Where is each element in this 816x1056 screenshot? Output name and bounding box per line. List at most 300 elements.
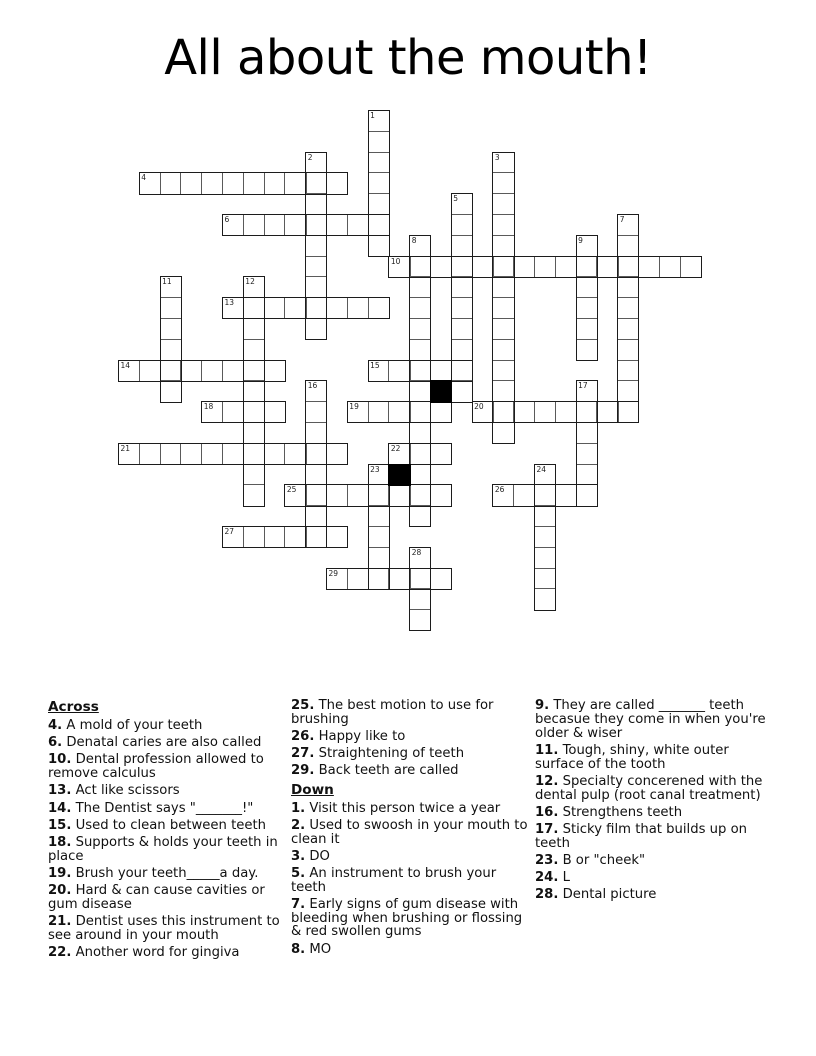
- clue-number: 27.: [291, 746, 315, 762]
- grid-cell[interactable]: [264, 526, 286, 548]
- clue-number: 23.: [535, 852, 559, 868]
- grid-cell[interactable]: [305, 297, 327, 319]
- grid-cell[interactable]: [222, 172, 244, 194]
- clue-text: Early signs of gum disease with bleeding when brushing or flossing & red swollen gums: [291, 896, 523, 940]
- grid-cell[interactable]: [409, 401, 431, 423]
- grid-cell[interactable]: [576, 276, 598, 298]
- grid-cell[interactable]: [243, 297, 265, 319]
- cell-number: 15: [370, 360, 380, 370]
- grid-cell[interactable]: [180, 443, 202, 465]
- clue-column-1: [48, 699, 286, 963]
- grid-cell[interactable]: [368, 152, 390, 174]
- grid-cell[interactable]: [305, 214, 327, 236]
- grid-cell[interactable]: [409, 588, 431, 610]
- grid-cell[interactable]: [576, 339, 598, 361]
- cell-number: 7: [619, 215, 625, 224]
- cell-number: 22: [390, 443, 401, 453]
- grid-cell[interactable]: [347, 401, 369, 423]
- grid-cell[interactable]: [388, 484, 410, 506]
- grid-cell[interactable]: [534, 484, 556, 506]
- grid-cell[interactable]: [305, 443, 327, 465]
- grid-cell[interactable]: [576, 422, 598, 444]
- clue-item-17: [535, 823, 773, 851]
- grid-cell[interactable]: [492, 152, 514, 174]
- clue-item-25: [291, 699, 529, 727]
- grid-cell[interactable]: [617, 380, 639, 402]
- grid-cell[interactable]: [264, 401, 286, 423]
- grid-cell[interactable]: [305, 401, 327, 423]
- clue-text: Denatal caries are also called: [62, 735, 262, 751]
- clue-item-9: [535, 699, 773, 740]
- grid-cell[interactable]: [243, 464, 265, 486]
- crossword-grid: [118, 110, 702, 631]
- grid-cell[interactable]: [201, 401, 223, 423]
- clue-number: 6.: [48, 735, 63, 751]
- grid-cell[interactable]: [576, 401, 598, 423]
- grid-cell[interactable]: [243, 380, 265, 402]
- grid-cell[interactable]: [534, 526, 556, 548]
- cell-number: 21: [120, 443, 131, 453]
- grid-cell[interactable]: [409, 318, 431, 340]
- clue-text: Dentist uses this instrument to see around in your mouth: [48, 914, 280, 943]
- grid-cell[interactable]: [513, 401, 535, 423]
- clue-number: 14.: [48, 800, 72, 816]
- grid-cell[interactable]: [368, 464, 390, 486]
- grid-cell[interactable]: [534, 505, 556, 527]
- clue-text: They are called _______ teeth becasue they come in when you're older & wiser: [535, 698, 766, 741]
- grid-cell[interactable]: [368, 235, 390, 257]
- clue-text: The Dentist says "_______!": [71, 800, 254, 816]
- grid-cell[interactable]: [617, 214, 639, 236]
- clue-item-3: [291, 850, 529, 864]
- grid-cell[interactable]: [201, 360, 223, 382]
- grid-cell[interactable]: [492, 484, 514, 506]
- grid-cell[interactable]: [451, 235, 473, 257]
- clue-text: Specialty concerened with the dental pulp (root canal treatment): [535, 773, 763, 803]
- grid-cell[interactable]: [326, 214, 348, 236]
- grid-cell[interactable]: [368, 360, 390, 382]
- cell-number: 10: [390, 256, 401, 266]
- black-cell: [388, 464, 410, 486]
- grid-cell[interactable]: [638, 256, 660, 278]
- grid-cell[interactable]: [451, 193, 473, 215]
- grid-cell[interactable]: [284, 484, 306, 506]
- grid-cell[interactable]: [409, 422, 431, 444]
- clue-item-2: [291, 819, 529, 847]
- clue-number: 18.: [48, 834, 72, 850]
- grid-cell[interactable]: [555, 256, 577, 278]
- grid-cell[interactable]: [492, 235, 514, 257]
- grid-cell[interactable]: [409, 505, 431, 527]
- clue-text: Another word for gingiva: [71, 945, 240, 961]
- grid-cell[interactable]: [347, 568, 369, 590]
- cell-number: 24: [536, 464, 547, 474]
- grid-cell[interactable]: [305, 276, 327, 298]
- clue-item-8: [291, 943, 529, 957]
- grid-cell[interactable]: [492, 276, 514, 298]
- grid-cell[interactable]: [430, 484, 452, 506]
- grid-cell[interactable]: [222, 297, 244, 319]
- grid-cell[interactable]: [284, 214, 306, 236]
- grid-cell[interactable]: [617, 339, 639, 361]
- grid-cell[interactable]: [409, 256, 431, 278]
- grid-cell[interactable]: [368, 297, 390, 319]
- grid-cell[interactable]: [388, 256, 410, 278]
- clue-column-3: [535, 699, 773, 905]
- grid-cell[interactable]: [160, 297, 182, 319]
- cell-number: 16: [307, 381, 318, 391]
- grid-cell[interactable]: [472, 256, 494, 278]
- grid-cell[interactable]: [534, 547, 556, 569]
- clue-text: Hard & can cause cavities or gum disease: [48, 883, 265, 912]
- clue-number: 12.: [535, 773, 559, 789]
- grid-cell[interactable]: [222, 401, 244, 423]
- clue-item-18: [48, 836, 286, 864]
- clue-item-13: [48, 784, 286, 798]
- grid-cell[interactable]: [118, 443, 140, 465]
- grid-cell[interactable]: [222, 214, 244, 236]
- cell-number: 2: [307, 152, 313, 162]
- grid-cell[interactable]: [305, 505, 327, 527]
- clue-text: Straightening of teeth: [314, 746, 465, 762]
- grid-cell[interactable]: [139, 172, 161, 194]
- clue-item-6: [48, 736, 286, 750]
- grid-cell[interactable]: [305, 256, 327, 278]
- grid-cell[interactable]: [368, 526, 390, 548]
- grid-cell[interactable]: [617, 235, 639, 257]
- clue-number: 24.: [535, 870, 559, 886]
- clue-text: Tough, shiny, white outer surface of the tooth: [535, 742, 729, 772]
- clue-item-11: [535, 744, 773, 772]
- grid-cell[interactable]: [617, 276, 639, 298]
- grid-cell[interactable]: [160, 339, 182, 361]
- grid-cell[interactable]: [451, 339, 473, 361]
- grid-cell[interactable]: [222, 360, 244, 382]
- grid-cell[interactable]: [409, 484, 431, 506]
- cell-number: 27: [224, 527, 235, 536]
- clue-item-26: [291, 730, 529, 744]
- cell-number: 18: [203, 402, 214, 412]
- clue-number: 17.: [535, 821, 559, 837]
- grid-cell[interactable]: [492, 380, 514, 402]
- grid-cell[interactable]: [326, 484, 348, 506]
- clue-number: 21.: [48, 914, 72, 930]
- grid-cell[interactable]: [305, 380, 327, 402]
- grid-cell[interactable]: [368, 568, 390, 590]
- grid-cell[interactable]: [409, 297, 431, 319]
- clue-item-14: [48, 802, 286, 816]
- grid-cell[interactable]: [305, 193, 327, 215]
- grid-cell[interactable]: [243, 526, 265, 548]
- cell-number: 25: [286, 485, 297, 495]
- clue-number: 2.: [291, 817, 306, 833]
- grid-cell[interactable]: [347, 297, 369, 319]
- clue-number: 5.: [291, 865, 306, 881]
- grid-cell[interactable]: [305, 526, 327, 548]
- grid-cell[interactable]: [388, 568, 410, 590]
- clue-text: Used to swoosh in your mouth to clean it: [291, 817, 528, 847]
- grid-cell[interactable]: [118, 360, 140, 382]
- grid-cell[interactable]: [492, 422, 514, 444]
- cell-number: 3: [494, 152, 500, 162]
- grid-cell[interactable]: [264, 443, 286, 465]
- grid-cell[interactable]: [180, 172, 202, 194]
- grid-cell[interactable]: [326, 568, 348, 590]
- grid-cell[interactable]: [368, 193, 390, 215]
- clue-text: Brush your teeth_____a day.: [71, 865, 259, 881]
- clue-text: Dental picture: [558, 887, 657, 903]
- grid-cell[interactable]: [409, 609, 431, 631]
- grid-cell[interactable]: [243, 214, 265, 236]
- clue-item-23: [535, 854, 773, 868]
- grid-cell[interactable]: [513, 256, 535, 278]
- grid-cell[interactable]: [201, 172, 223, 194]
- grid-cell[interactable]: [451, 297, 473, 319]
- grid-cell[interactable]: [201, 443, 223, 465]
- grid-cell[interactable]: [513, 484, 535, 506]
- clue-number: 29.: [291, 763, 315, 779]
- grid-cell[interactable]: [680, 256, 702, 278]
- clue-item-22: [48, 946, 286, 960]
- grid-cell[interactable]: [139, 360, 161, 382]
- clue-number: 1.: [291, 800, 306, 816]
- clue-item-28: [535, 888, 773, 902]
- grid-cell[interactable]: [472, 401, 494, 423]
- grid-cell[interactable]: [492, 360, 514, 382]
- grid-cell[interactable]: [576, 484, 598, 506]
- grid-cell[interactable]: [139, 443, 161, 465]
- clue-number: 9.: [535, 698, 550, 713]
- grid-cell[interactable]: [160, 172, 182, 194]
- grid-cell[interactable]: [409, 547, 431, 569]
- grid-cell[interactable]: [492, 172, 514, 194]
- cell-number: 26: [494, 485, 505, 495]
- grid-cell[interactable]: [368, 505, 390, 527]
- grid-cell[interactable]: [243, 422, 265, 444]
- grid-cell[interactable]: [451, 276, 473, 298]
- grid-cell[interactable]: [409, 360, 431, 382]
- grid-cell[interactable]: [243, 401, 265, 423]
- grid-cell[interactable]: [160, 380, 182, 402]
- clue-text: Sticky film that builds up on teeth: [535, 821, 748, 851]
- cell-number: 14: [120, 360, 131, 370]
- grid-cell[interactable]: [617, 318, 639, 340]
- grid-cell[interactable]: [305, 172, 327, 194]
- grid-cell[interactable]: [368, 131, 390, 153]
- grid-cell[interactable]: [617, 256, 639, 278]
- clue-number: 19.: [48, 865, 72, 881]
- grid-cell[interactable]: [534, 568, 556, 590]
- grid-cell[interactable]: [284, 526, 306, 548]
- clue-text: L: [558, 870, 570, 886]
- cell-number: 1: [370, 111, 375, 120]
- grid-cell[interactable]: [180, 360, 202, 382]
- grid-cell[interactable]: [409, 339, 431, 361]
- grid-cell[interactable]: [388, 360, 410, 382]
- grid-cell[interactable]: [492, 193, 514, 215]
- grid-cell[interactable]: [264, 172, 286, 194]
- grid-cell[interactable]: [368, 110, 390, 132]
- grid-cell[interactable]: [576, 256, 598, 278]
- grid-cell[interactable]: [430, 401, 452, 423]
- grid-cell[interactable]: [492, 297, 514, 319]
- grid-cell[interactable]: [430, 360, 452, 382]
- grid-cell[interactable]: [243, 443, 265, 465]
- grid-cell[interactable]: [576, 464, 598, 486]
- grid-cell[interactable]: [388, 443, 410, 465]
- grid-cell[interactable]: [659, 256, 681, 278]
- clue-text: Used to clean between teeth: [71, 817, 267, 833]
- grid-cell[interactable]: [576, 297, 598, 319]
- grid-cell[interactable]: [430, 568, 452, 590]
- clue-text: DO: [305, 848, 330, 864]
- grid-cell[interactable]: [451, 360, 473, 382]
- grid-cell[interactable]: [555, 484, 577, 506]
- grid-cell[interactable]: [409, 464, 431, 486]
- grid-cell[interactable]: [368, 401, 390, 423]
- grid-cell[interactable]: [492, 401, 514, 423]
- clue-number: 16.: [535, 804, 559, 820]
- grid-cell[interactable]: [305, 318, 327, 340]
- grid-cell[interactable]: [264, 214, 286, 236]
- grid-cell[interactable]: [284, 443, 306, 465]
- grid-cell[interactable]: [576, 235, 598, 257]
- grid-cell[interactable]: [555, 401, 577, 423]
- cell-number: 29: [328, 568, 339, 578]
- grid-cell[interactable]: [576, 318, 598, 340]
- grid-cell[interactable]: [222, 443, 244, 465]
- clue-item-29: [291, 764, 529, 778]
- grid-cell[interactable]: [368, 214, 390, 236]
- grid-cell[interactable]: [430, 256, 452, 278]
- grid-cell[interactable]: [264, 360, 286, 382]
- grid-cell[interactable]: [243, 484, 265, 506]
- clue-text: Happy like to: [314, 728, 406, 744]
- clue-text: Back teeth are called: [314, 763, 459, 779]
- clue-item-4: [48, 719, 286, 733]
- grid-cell[interactable]: [305, 464, 327, 486]
- cell-number: 9: [578, 235, 583, 245]
- grid-cell[interactable]: [451, 380, 473, 402]
- clue-number: 8.: [291, 941, 306, 957]
- grid-cell[interactable]: [347, 214, 369, 236]
- clue-number: 15.: [48, 817, 72, 833]
- clue-item-12: [535, 775, 773, 803]
- grid-cell[interactable]: [243, 318, 265, 340]
- clue-column-2: [291, 699, 529, 960]
- grid-cell[interactable]: [492, 339, 514, 361]
- grid-cell[interactable]: [617, 297, 639, 319]
- grid-cell[interactable]: [451, 318, 473, 340]
- clue-text: Strengthens teeth: [558, 804, 683, 820]
- clue-number: 4.: [48, 718, 63, 733]
- grid-cell[interactable]: [347, 484, 369, 506]
- cell-number: 6: [224, 215, 230, 224]
- cell-number: 11: [162, 277, 172, 287]
- grid-cell[interactable]: [534, 401, 556, 423]
- cell-number: 28: [411, 547, 422, 557]
- clue-item-20: [48, 884, 286, 912]
- grid-cell[interactable]: [160, 318, 182, 340]
- grid-cell[interactable]: [534, 464, 556, 486]
- clue-number: 20.: [48, 883, 72, 899]
- grid-cell[interactable]: [451, 214, 473, 236]
- clue-item-10: [48, 753, 286, 781]
- clue-text: An instrument to brush your teeth: [291, 865, 497, 895]
- cell-number: 12: [245, 277, 255, 287]
- cell-number: 13: [224, 298, 235, 308]
- clue-number: 13.: [48, 783, 72, 799]
- cell-number: 8: [411, 235, 417, 245]
- grid-cell[interactable]: [534, 588, 556, 610]
- grid-cell[interactable]: [451, 256, 473, 278]
- grid-cell[interactable]: [243, 339, 265, 361]
- clue-number: 10.: [48, 752, 72, 768]
- clue-number: 22.: [48, 945, 72, 961]
- clue-item-7: [291, 898, 529, 939]
- grid-cell[interactable]: [243, 360, 265, 382]
- grid-cell[interactable]: [305, 235, 327, 257]
- grid-cell[interactable]: [617, 401, 639, 423]
- grid-cell[interactable]: [368, 172, 390, 194]
- grid-cell[interactable]: [409, 568, 431, 590]
- grid-cell[interactable]: [222, 526, 244, 548]
- grid-cell[interactable]: [305, 422, 327, 444]
- grid-cell[interactable]: [326, 172, 348, 194]
- grid-cell[interactable]: [409, 276, 431, 298]
- grid-cell[interactable]: [160, 276, 182, 298]
- grid-cell[interactable]: [284, 297, 306, 319]
- clue-text: Act like scissors: [71, 783, 180, 799]
- grid-cell[interactable]: [388, 401, 410, 423]
- grid-cell[interactable]: [576, 443, 598, 465]
- grid-cell[interactable]: [534, 256, 556, 278]
- grid-cell[interactable]: [305, 152, 327, 174]
- page-title: All about the mouth!: [164, 30, 652, 86]
- grid-cell[interactable]: [368, 547, 390, 569]
- grid-cell[interactable]: [326, 526, 348, 548]
- grid-cell[interactable]: [264, 297, 286, 319]
- grid-cell[interactable]: [492, 318, 514, 340]
- clue-number: 11.: [535, 742, 559, 758]
- grid-cell[interactable]: [368, 484, 390, 506]
- grid-cell[interactable]: [305, 484, 327, 506]
- grid-cell[interactable]: [160, 360, 182, 382]
- grid-cell[interactable]: [596, 256, 618, 278]
- grid-cell[interactable]: [409, 235, 431, 257]
- grid-cell[interactable]: [326, 443, 348, 465]
- grid-cell[interactable]: [409, 443, 431, 465]
- grid-cell[interactable]: [430, 443, 452, 465]
- down-header: Down: [291, 781, 334, 798]
- grid-cell[interactable]: [160, 443, 182, 465]
- grid-cell[interactable]: [326, 297, 348, 319]
- grid-cell[interactable]: [409, 380, 431, 402]
- clue-item-16: [535, 806, 773, 820]
- grid-cell[interactable]: [492, 256, 514, 278]
- grid-cell[interactable]: [243, 276, 265, 298]
- clue-text: Supports & holds your teeth in place: [48, 834, 278, 864]
- grid-cell[interactable]: [617, 360, 639, 382]
- grid-cell[interactable]: [596, 401, 618, 423]
- grid-cell[interactable]: [243, 172, 265, 194]
- clue-item-19: [48, 867, 286, 881]
- grid-cell[interactable]: [284, 172, 306, 194]
- clue-text: Visit this person twice a year: [305, 800, 501, 816]
- grid-cell[interactable]: [576, 380, 598, 402]
- cell-number: 17: [578, 381, 588, 391]
- grid-cell[interactable]: [492, 214, 514, 236]
